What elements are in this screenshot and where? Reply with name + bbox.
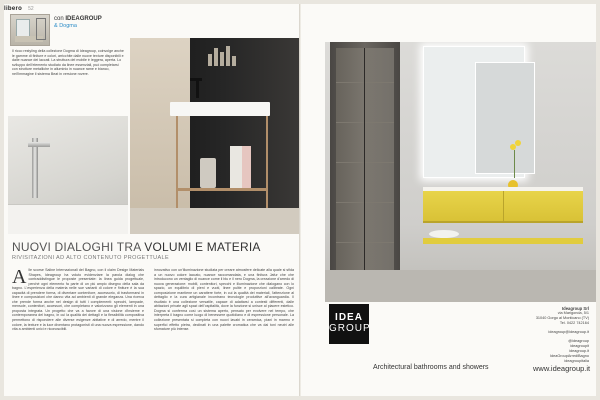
social-2: ideagroupit: [570, 344, 589, 348]
social-4: IdeaGroupArrediBagno: [549, 354, 589, 358]
social-1: @ideagroup: [568, 339, 589, 343]
intro-paragraph: Il ricco restyling della collezione Dogma di Ideagroup, coinvolge anche le gamme di finiture e colori, arricchite dalle nuove texture disponibili e dalle nuance dei laccati. La struttura del mobile è leggera, aperta. Lo sviluppo dell'elemento studiato da linee essenziali, può completarsi con strutture metalliche in alluminio in nuance rame e bianco, nell'immagine il sistema Beat in versione rovere.: [12, 49, 124, 76]
headline-strong: VOLUMI E MATERIA: [144, 240, 261, 254]
brand-tagline: Architectural bathrooms and showers: [373, 364, 489, 371]
brand-sub: & Dogma: [54, 23, 77, 29]
address-line-2: 31040 Gorgo al Monticano (TV): [535, 316, 589, 320]
website-url[interactable]: www.ideagroup.it: [533, 364, 591, 373]
ideagroup-logo: [329, 304, 369, 344]
headline-light: NUOVI DIALOGHI TRA: [12, 240, 145, 254]
thumbnail-photo: [10, 14, 50, 46]
article-column-1: [12, 268, 144, 332]
article-headline: [12, 241, 300, 254]
email: ideagroup@ideagroup.it: [548, 330, 589, 334]
social-5: ideagroupitalia: [564, 359, 589, 363]
address-line-1: via Marigonda, 5/1: [557, 311, 589, 315]
article-subhead: RIVISITAZIONI AD ALTO CONTENUTO PROGETTUALE: [12, 255, 170, 261]
page-number: 52: [28, 6, 34, 12]
company-name: Ideagroup Srl: [562, 306, 589, 311]
washbasin-photo: [130, 38, 300, 234]
right-page: [301, 4, 596, 396]
page-header: [4, 6, 34, 12]
article-column-2: innovativo con un'illuminazione studiata per creare atmosfere delicate alla quale si sfida a un nuovo colore laccato, nuance raccomandata, e una finitura Jafur che che introducono un ventaglio di nuance come il blu e il nero Dogma, la creazione d'arredo di nuova generazione: mobili, contenitori, specchi e illuminazione che dialogano con lo spazio, un equilibrio di pieni e vuoti, linee pulite e proporzioni calibrate. Ogni composizione mantiene un carattere forte, in cui la qualità dei materiali, l'attenzione al dettaglio e la cura artigianale incontrano tecnologie produttive all'avanguardia. Il risultato è una collezione versatile, capace di adattarsi a contesti differenti, dalle abitazioni private agli spazi dell'ospitalità, dove la funzione si unisce al piacere estetico. Dogma si conferma così un sistema aperto, pensato per evolvere nel tempo, che interpreta il bagno come luogo di benessere quotidiano e di espressione personale. La collezione presentata si completa con nuovi lavabi in ceramica, piani in marmo e superfici effetto pietra, declinati in una palette cromatica che va dai toni neutri alle sfumature più intense.: [154, 268, 294, 332]
column-1-text: lle scorse Saline Internazionali del Bagno, con il claim Design Materials Shapes, Ideagroup ha voluto evidenziare la parola dialog che contraddistingue le proposte presentate: la linea guida progettuale, perché ogni elemento fa parte di un più ampio disegno della sala da bagno. L'esperienza della materia nelle sue varianti di colore e finiture è la sua capacità di prendere forma, di diventare contenitore, accessorio, di trasformarsi in linee e composizioni che danno vita ad ambienti di grande eleganza. Una ricerca che prende forma anche nel design di tutti i complementi: specchi, lampade, mensole, contenitori, accessori, che completano e valorizzano gli elementi in una proposta integrata. Un progetto che va a favore di una visione d'insieme e contemporanea del bagno, in cui la qualità dei dettagli e la flessibilità compositiva permettono di rispondere alle diverse esigenze abitative e di arredo, mentre il colore, la texture e la luce diventano protagonisti di una nuova espressione, dando vita a ambienti unici e riconoscibili.: [12, 268, 144, 332]
faucet-photo: [8, 116, 128, 234]
brand-prefix: con: [54, 16, 64, 22]
logo-line-1: IDEA: [335, 312, 363, 323]
left-page: [4, 4, 300, 396]
drop-cap: A: [12, 266, 27, 288]
brand-block: [54, 16, 102, 29]
contact-block: [501, 306, 589, 364]
magazine-brand: libero: [4, 6, 23, 12]
brand-name: IDEAGROUP: [65, 16, 102, 22]
social-3: ideagroup.it: [569, 349, 589, 353]
phone: Tel. 0422 742164: [559, 321, 589, 325]
logo-line-2: GROUP: [329, 323, 371, 334]
bathroom-photo: [325, 42, 596, 302]
